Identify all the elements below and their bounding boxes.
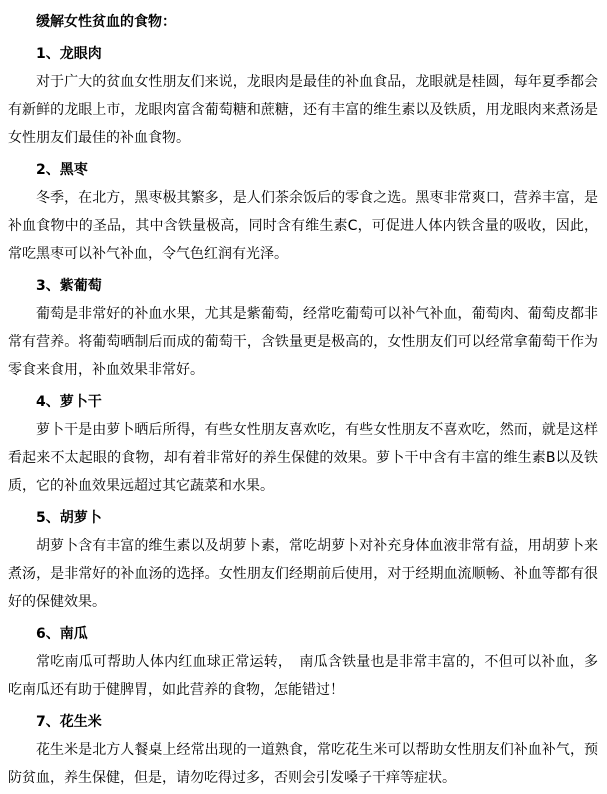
section-paragraph: 冬季，在北方，黑枣极其繁多，是人们茶余饭后的零食之选。黑枣非常爽口，营养丰富，是补血食物中的圣品，其中含铁量极高，同时含有维生素C，可促进人体内铁含量的吸收，因此，常吃黑枣可以补气补血，令气色红润有光泽。 <box>8 190 598 262</box>
section-paragraph: 对于广大的贫血女性朋友们来说，龙眼肉是最佳的补血食品，龙眼就是桂圆，每年夏季都会有新鲜的龙眼上市，龙眼肉富含葡萄糖和蔗糖，还有丰富的维生素以及铁质，用龙眼肉来煮汤是女性朋友们最佳的补血食物。 <box>8 74 598 146</box>
section-heading: 3、紫葡萄 <box>36 278 102 294</box>
section-heading: 2、黑枣 <box>36 162 88 178</box>
section-heading: 7、花生米 <box>36 714 102 730</box>
section-paragraph: 葡萄是非常好的补血水果，尤其是紫葡萄，经常吃葡萄可以补气补血，葡萄肉、葡萄皮都非常有营养。将葡萄晒制后而成的葡萄干，含铁量更是极高的，女性朋友们可以经常拿葡萄干作为零食来食用，补血效果非常好。 <box>8 306 598 378</box>
section-heading: 1、龙眼肉 <box>36 46 102 62</box>
section-heading: 6、南瓜 <box>36 626 88 642</box>
section-pumpkin <box>8 620 598 704</box>
section-dried-radish <box>8 388 598 500</box>
section-carrot <box>8 504 598 616</box>
section-paragraph: 胡萝卜含有丰富的维生素以及胡萝卜素，常吃胡萝卜对补充身体血液非常有益，用胡萝卜来煮汤，是非常好的补血汤的选择。女性朋友们经期前后使用，对于经期血流顺畅、补血等都有很好的保健效果。 <box>8 538 598 610</box>
section-paragraph: 萝卜干是由萝卜晒后所得，有些女性朋友喜欢吃，有些女性朋友不喜欢吃，然而，就是这样看起来不太起眼的食物，却有着非常好的养生保健的效果。萝卜干中含有丰富的维生素B以及铁质，它的补血效果远超过其它蔬菜和水果。 <box>8 422 598 494</box>
section-longan <box>8 40 598 152</box>
section-heading: 5、胡萝卜 <box>36 510 102 526</box>
section-heading: 4、萝卜干 <box>36 394 102 410</box>
section-paragraph: 常吃南瓜可帮助人体内红血球正常运转， 南瓜含铁量也是非常丰富的，不但可以补血，多吃南瓜还有助于健脾胃，如此营养的食物，怎能错过！ <box>8 654 598 698</box>
section-black-date <box>8 156 598 268</box>
section-purple-grape <box>8 272 598 384</box>
section-peanut <box>8 708 598 792</box>
section-paragraph: 花生米是北方人餐桌上经常出现的一道熟食，常吃花生米可以帮助女性朋友们补血补气，预防贫血，养生保健，但是，请勿吃得过多，否则会引发嗓子干痒等症状。 <box>8 742 598 786</box>
page-title: 缓解女性贫血的食物： <box>36 14 176 30</box>
